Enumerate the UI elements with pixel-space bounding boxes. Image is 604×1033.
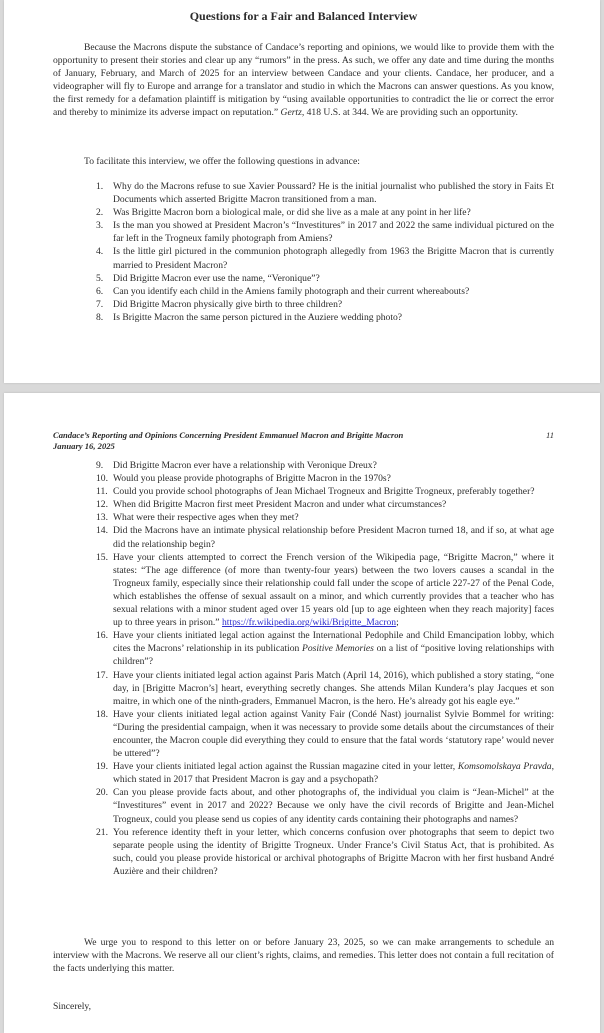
question-text: Have your clients attempted to correct the French version of the Wikipedia page, “Brigitte Macron,” where it states: “The age difference (of more than twenty-four years) between the two lovers causes a scandal in the Trogneux family, especially since their relationship could fall under the scope of article 227-27 of the Penal Code, which establishes the offense of sexual assault on a minor, and which currently provides that a teacher who has sexual relations with a minor student aged over 15 years old [up to age eighteen when they reach majority] faces up to three years in prison.” bbox=[113, 551, 554, 629]
document-page-2 bbox=[4, 393, 600, 1033]
page-title: Questions for a Fair and Balanced Interview bbox=[189, 9, 418, 23]
question-item bbox=[96, 298, 554, 311]
question-number: 19. bbox=[96, 761, 108, 773]
question-text-end: on a list of “positive loving relationships with children”? bbox=[113, 643, 555, 668]
header-date: January 16, 2025 bbox=[53, 441, 115, 451]
question-list-page-2 bbox=[96, 459, 554, 878]
question-text: Did the Macrons have an intimate physical relationship before President Macron turned 18, and if so, at what age did the relationship begin? bbox=[113, 525, 554, 550]
question-text: Could you provide school photographs of Jean Michael Trogneux and Brigitte Trogneux, preferably together? bbox=[113, 486, 535, 498]
question-number: 6. bbox=[96, 285, 104, 297]
question-number: 8. bbox=[96, 311, 104, 323]
page-2-content bbox=[53, 393, 554, 1033]
question-item bbox=[96, 498, 554, 511]
question-item bbox=[96, 180, 554, 206]
intro-text: Because the Macrons dispute the substance of Candace’s reporting and opinions, we would like to provide them with the opportunity to present their stories and clear up any “rumors” in the press. As such, we offer any date and time during the months of January, February, and March of 2025 for an interview between Candace and your clients. Candace, her producer, and a videographer will fly to Europe and arrange for a translator and studio in which the Macrons can answer questions. As you know, the first remedy for a defamation plaintiff is mitigation by “using available opportunities to contradict the lie or correct the error and thereby to minimize its adverse impact on reputation.” bbox=[53, 42, 554, 119]
question-number: 21. bbox=[96, 826, 108, 838]
publication-title: Positive Memories bbox=[301, 643, 374, 655]
question-number: 1. bbox=[96, 181, 104, 192]
question-text: You reference identity theft in your letter, which concerns confusion over photographs that seem to depict two separate people using the identity of Brigitte Trogneux. Under France’s Civil Status Act, that is prohibited. As such, could you please provide historical or archival photographs of Brigitte Macron with her first husband André Auzière and their children? bbox=[113, 826, 554, 877]
question-item bbox=[96, 524, 554, 550]
question-item bbox=[96, 272, 554, 285]
question-text: Have your clients initiated legal action against the Russian magazine cited in your letter, bbox=[113, 761, 458, 773]
intro-paragraph bbox=[53, 41, 554, 120]
question-item bbox=[96, 485, 554, 498]
question-number: 11. bbox=[96, 486, 108, 498]
question-number: 15. bbox=[96, 551, 108, 563]
question-text: Is the little girl pictured in the communion photograph allegedly from 1963 the Brigitte Macron that is currently married to President Macron? bbox=[113, 246, 554, 271]
question-item bbox=[96, 511, 554, 524]
question-number: 16. bbox=[96, 630, 108, 642]
question-text: Would you please provide photographs of Brigitte Macron in the 1970s? bbox=[113, 473, 391, 485]
wikipedia-link[interactable]: https://fr.wikipedia.org/wiki/Brigitte_Macron bbox=[221, 617, 397, 629]
question-item bbox=[96, 760, 554, 786]
question-text: Did Brigitte Macron physically give birth to three children? bbox=[113, 298, 343, 310]
question-number: 14. bbox=[96, 525, 108, 537]
question-number: 3. bbox=[96, 220, 104, 232]
question-text: When did Brigitte Macron first meet President Macron and under what circumstances? bbox=[113, 499, 447, 511]
question-text: Is Brigitte Macron the same person pictured in the Auziere wedding photo? bbox=[113, 311, 403, 323]
question-item bbox=[96, 311, 554, 324]
lead-in-paragraph: To facilitate this interview, we offer the following questions in advance: bbox=[84, 156, 360, 167]
question-list-page-1 bbox=[96, 180, 554, 324]
question-text: Did Brigitte Macron ever use the name, “Veronique”? bbox=[113, 272, 320, 284]
publication-title: Komsomolskaya Pravda bbox=[457, 761, 552, 773]
question-item bbox=[96, 459, 554, 472]
case-citation: Gertz, bbox=[280, 107, 305, 119]
question-text-end: ; bbox=[396, 617, 399, 629]
question-item bbox=[96, 708, 554, 760]
question-text: Why do the Macrons refuse to sue Xavier Poussard? He is the initial journalist who published the story in Faits Et Documents which asserted Brigitte Macron transitioned from a man. bbox=[113, 181, 554, 206]
question-item bbox=[96, 219, 554, 245]
question-text: What were their respective ages when they met? bbox=[113, 512, 299, 524]
question-number: 9. bbox=[96, 460, 104, 471]
question-item bbox=[96, 629, 554, 668]
question-text: Can you identify each child in the Amiens family photograph and their current whereabouts? bbox=[113, 285, 470, 297]
question-text-end: , which stated in 2017 that President Macron is gay and a psychopath? bbox=[113, 761, 555, 786]
question-text: Have your clients initiated legal action against Paris Match (April 14, 2016), which published a story stating, “one day, in [Brigitte Macron’s] heart, everything secretly changes. She attends Milan Kundera’s play Jacques et son maitre, in which one of the ninth-graders, Emmanuel Macron, is the hero. He’s already got his eagle eye.” bbox=[113, 669, 554, 707]
question-number: 18. bbox=[96, 708, 108, 720]
document-page-1 bbox=[4, 0, 600, 383]
question-number: 20. bbox=[96, 787, 108, 799]
question-item bbox=[96, 285, 554, 298]
question-number: 5. bbox=[96, 272, 104, 284]
question-item bbox=[96, 669, 554, 708]
question-text: Is the man you showed at President Macron’s “Investitures” in 2017 and 2022 the same individual pictured on the far left in the Trogneux family photograph from Amiens? bbox=[113, 220, 554, 245]
question-number: 13. bbox=[96, 512, 108, 524]
question-number: 4. bbox=[96, 246, 104, 258]
question-item bbox=[96, 245, 554, 271]
question-item bbox=[96, 206, 554, 219]
question-text: Have your clients initiated legal action against Vanity Fair (Condé Nast) journalist Sylvie Bommel for writing: “During the presidential campaign, when it was necessary to provide some details about the circumstances of their encounter, the Macron couple did everything they could to ensure that the fatal words ‘statutory rape’ would never be uttered”? bbox=[113, 708, 554, 760]
question-item bbox=[96, 551, 554, 630]
question-number: 10. bbox=[96, 473, 108, 485]
page-1-content bbox=[53, 0, 554, 383]
question-number: 12. bbox=[96, 499, 108, 511]
question-item bbox=[96, 786, 554, 825]
page-number: 11 bbox=[546, 430, 554, 440]
question-number: 2. bbox=[96, 207, 104, 219]
question-text: Have your clients initiated legal action against the International Pedophile and Child Emancipation lobby, which cites the Macrons’ relationship in its publication bbox=[113, 630, 554, 655]
question-text: Can you please provide facts about, and other photographs of, the individual you claim is “Jean-Michel” at the “Investitures” event in 2017 and 2022? Because we only have the civil records of Brigitte and Jean-Michel Trogneux, could you please send us copies of any identity cards containing their photographs and names? bbox=[113, 787, 554, 825]
question-item bbox=[96, 472, 554, 485]
question-item bbox=[96, 826, 554, 878]
header-title: Candace’s Reporting and Opinions Concerning President Emmanuel Macron and Brigitte Macron bbox=[53, 430, 404, 440]
question-number: 17. bbox=[96, 669, 108, 681]
question-text: Was Brigitte Macron born a biological male, or did she live as a male at any point in her life? bbox=[113, 207, 471, 219]
question-number: 7. bbox=[96, 298, 104, 310]
intro-text-end: 418 U.S. at 344. We are providing such an opportunity. bbox=[304, 107, 518, 119]
signoff: Sincerely, bbox=[53, 1001, 92, 1012]
closing-paragraph: We urge you to respond to this letter on or before January 23, 2025, so we can make arrangements to schedule an interview with the Macrons. We reserve all our client’s rights, claims, and remedies. This letter does not contain a full recitation of the facts underlying this matter. bbox=[53, 937, 554, 975]
question-text: Did Brigitte Macron ever have a relationship with Veronique Dreux? bbox=[113, 460, 377, 471]
